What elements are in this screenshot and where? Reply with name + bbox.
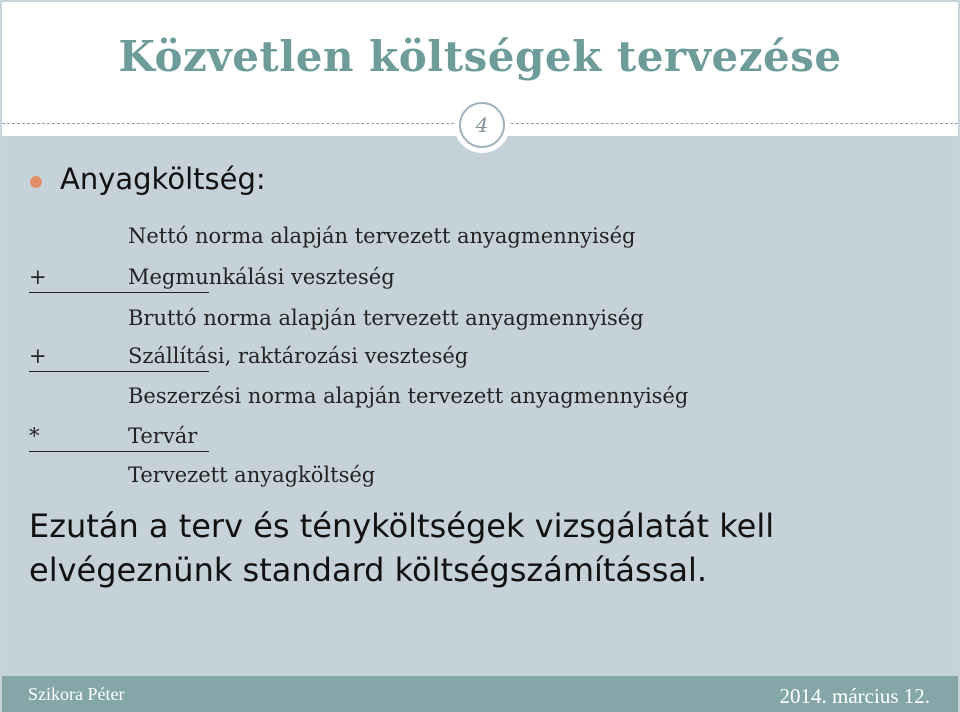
footer-date: 2014. március 12. <box>779 684 930 708</box>
calc-underline <box>29 292 209 293</box>
calc-text: Megmunkálási veszteség <box>128 265 395 289</box>
calc-line <box>2 306 958 338</box>
page-number: 4 <box>459 102 505 148</box>
footer <box>2 676 958 712</box>
calc-line <box>2 224 958 256</box>
footer-author: Szikora Péter <box>28 684 125 704</box>
conclusion-text: Ezután a terv és tényköltségek vizsgálatát kell elvégeznünk standard költségszámítással. <box>29 507 775 589</box>
calc-line <box>2 463 958 495</box>
bullet-text: Anyagköltség: <box>60 162 266 196</box>
calc-underline <box>29 371 209 372</box>
calc-text: Bruttó norma alapján tervezett anyagmennyiség <box>128 306 644 330</box>
slide-title: Közvetlen költségek tervezése <box>118 32 842 81</box>
bullet-dot-icon <box>30 176 42 188</box>
calc-operator: + <box>29 265 47 289</box>
calc-text: Beszerzési norma alapján tervezett anyagmennyiség <box>128 384 689 408</box>
calc-text: Nettó norma alapján tervezett anyagmennyiség <box>128 224 636 248</box>
calc-text: Tervár <box>128 424 198 448</box>
calc-text: Tervezett anyagköltség <box>128 463 376 487</box>
calc-line <box>2 384 958 416</box>
calc-underline <box>29 451 209 452</box>
page-number-badge <box>454 97 510 153</box>
calc-operator: * <box>29 424 40 448</box>
calc-text: Szállítási, raktározási veszteség <box>128 344 469 368</box>
calc-operator: + <box>29 344 47 368</box>
